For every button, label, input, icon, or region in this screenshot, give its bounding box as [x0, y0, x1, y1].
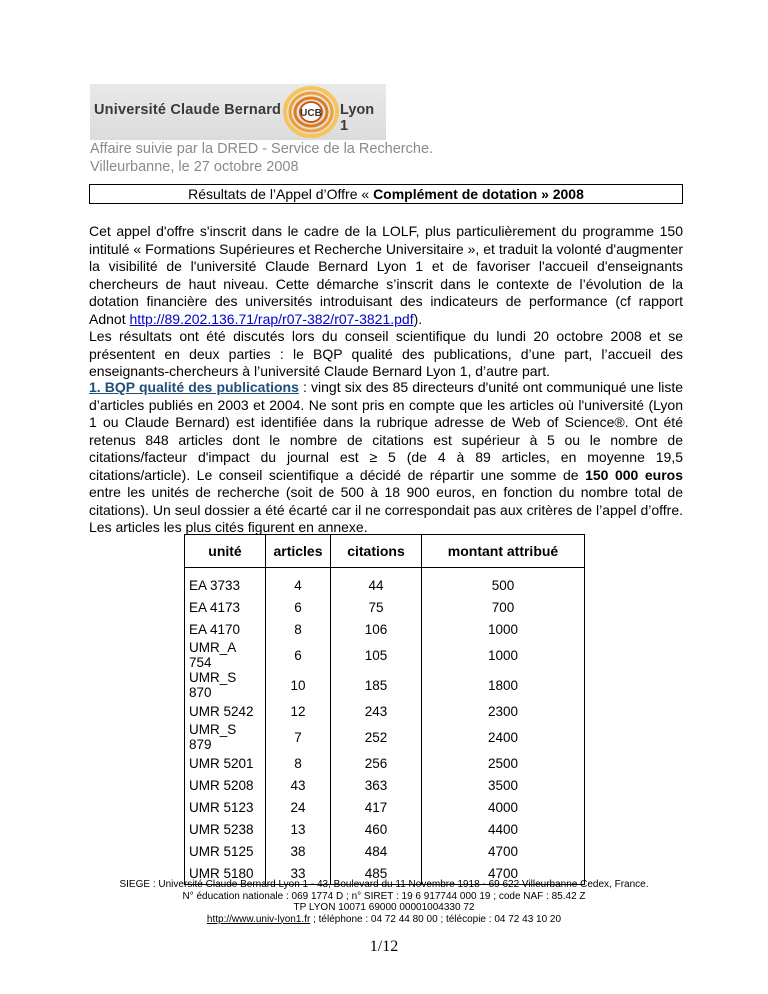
cell-montant: 1000: [422, 618, 585, 640]
cell-citations: 105: [331, 640, 422, 670]
university-website-link[interactable]: http://www.univ-lyon1.fr: [206, 913, 311, 925]
affaire-line: Affaire suivie par la DRED - Service de la Recherche.: [90, 141, 434, 157]
cell-citations: 252: [331, 722, 422, 752]
cell-unite: UMR 5242: [185, 700, 266, 722]
cell-articles: 8: [266, 752, 331, 774]
cell-articles: 13: [266, 818, 331, 840]
header-articles: articles: [266, 535, 331, 568]
table-row: [185, 840, 585, 862]
section1-text-b: entre les unités de recherche (soit de 500 à 18 900 euros, en fonction du nombre total de citations). Un seul dossier a été écarté car il ne correspondait pas aux critères de l’appel d’offre. Les articles les plus cités figurent en annexe.: [89, 484, 683, 535]
footer-line-contact: [0, 914, 768, 926]
cell-citations: 44: [331, 568, 422, 597]
cell-citations: 256: [331, 752, 422, 774]
cell-unite: EA 4170: [185, 618, 266, 640]
svg-text:UCB: UCB: [300, 108, 322, 119]
cell-unite: UMR 5208: [185, 774, 266, 796]
table-header-row: [185, 535, 585, 568]
footer-line-siege: SIEGE : Université Claude Bernard Lyon 1 - 43, Boulevard du 11 Novembre 1918 - 69 622 Villeurbanne Cedex, France.: [119, 879, 649, 890]
cell-montant: 4400: [422, 818, 585, 840]
table-row: [185, 796, 585, 818]
results-table: [184, 534, 585, 885]
cell-citations: 75: [331, 596, 422, 618]
letter-header: [90, 140, 433, 176]
cell-montant: 700: [422, 596, 585, 618]
cell-citations: 363: [331, 774, 422, 796]
cell-unite: UMR 5180: [185, 862, 266, 885]
cell-montant: 4000: [422, 796, 585, 818]
cell-citations: 460: [331, 818, 422, 840]
cell-articles: 7: [266, 722, 331, 752]
cell-unite: UMR_S 870: [185, 670, 266, 700]
table-row: [185, 670, 585, 700]
section1-amount: 150 000 euros: [585, 466, 683, 483]
page-footer: [0, 879, 768, 925]
document-title: [89, 184, 683, 204]
cell-articles: 24: [266, 796, 331, 818]
cell-montant: 1800: [422, 670, 585, 700]
table-row: [185, 752, 585, 774]
table-row: [185, 640, 585, 670]
cell-articles: 6: [266, 640, 331, 670]
cell-montant: 3500: [422, 774, 585, 796]
cell-unite: UMR 5123: [185, 796, 266, 818]
page-number: 1/12: [369, 938, 399, 955]
title-bold: Complément de dotation » 2008: [373, 186, 584, 202]
cell-unite: UMR_A 754: [185, 640, 266, 670]
cell-articles: 8: [266, 618, 331, 640]
footer-contact-text: ; téléphone : 04 72 44 80 00 ; télécopie : 04 72 43 10 20: [310, 913, 562, 925]
table-row: [185, 818, 585, 840]
table-row: [185, 722, 585, 752]
footer-line-bank: TP LYON 10071 69000 00001004330 72: [293, 902, 475, 913]
cell-citations: 185: [331, 670, 422, 700]
cell-unite: UMR 5238: [185, 818, 266, 840]
cell-montant: 2400: [422, 722, 585, 752]
cell-unite: EA 4173: [185, 596, 266, 618]
footer-line-ids: N° éducation nationale : 069 1774 D ; n° SIRET : 19 6 917744 000 19 ; code NAF : 85.42 Z: [182, 890, 586, 902]
cell-articles: 4: [266, 568, 331, 597]
place-date-line: Villeurbanne, le 27 octobre 2008: [90, 159, 299, 175]
cell-articles: 10: [266, 670, 331, 700]
university-emblem-icon: [282, 86, 340, 138]
section1-text-a: : vingt six des 85 directeurs d'unité ont communiqué une liste d’articles publiés en 2003 et 2004. Ne sont pris en compte que les articles où l'université (Lyon 1 ou Claude Bernard) est identifiée dans la rubrique adresse de Web of Science®. Ont été retenus 848 articles dont le nombre de citations est supérieur à 5 ou le nombre de citations/facteur d'impact du journal est ≥ 5 (de 4 à 89 articles, en moyenne 19,5 citations/article). Le conseil scientifique a décidé de répartir une somme de: [89, 379, 683, 483]
title-prefix: Résultats de l’Appel d’Offre «: [188, 186, 374, 202]
cell-montant: 4700: [422, 862, 585, 885]
cell-citations: 485: [331, 862, 422, 885]
header-unite: unité: [185, 535, 266, 568]
cell-montant: 500: [422, 568, 585, 597]
cell-montant: 2500: [422, 752, 585, 774]
cell-citations: 417: [331, 796, 422, 818]
logo-text-right: Lyon 1: [340, 102, 375, 134]
table-row: [185, 596, 585, 618]
header-citations: citations: [331, 535, 422, 568]
table-row: [185, 774, 585, 796]
university-logo: [90, 84, 386, 140]
intro-text: Cet appel d'offre s'inscrit dans le cadre de la LOLF, plus particulièrement du programme 150 intitulé « Formations Supérieures et Recherche Universitaire », et traduit la volonté d'augmenter la visibilité de l'université Claude Bernard Lyon 1 et de favoriser l'accueil d'enseignants chercheurs de haut niveau. Cette démarche s’inscrit dans le contexte de l’évolution de la dotation financière des universités introduisant des indicateurs de performance (cf rapport Adnot: [89, 223, 683, 327]
cell-articles: 38: [266, 840, 331, 862]
cell-articles: 33: [266, 862, 331, 885]
intro-paragraph: [89, 223, 683, 381]
cell-articles: 12: [266, 700, 331, 722]
cell-unite: UMR 5201: [185, 752, 266, 774]
cell-articles: 43: [266, 774, 331, 796]
intro-end: ).: [413, 310, 423, 327]
header-montant: montant attribué: [422, 535, 585, 568]
table-row: [185, 618, 585, 640]
adnot-report-link[interactable]: http://89.202.136.71/rap/r07-382/r07-3821.pdf: [129, 310, 414, 327]
results-text: Les résultats ont été discutés lors du conseil scientifique du lundi 20 octobre 2008 et se présentent en deux parties : le BQP qualité des publications, d’une part, l’accueil des enseignants-chercheurs à l’université Claude Bernard Lyon 1, d’autre part.: [89, 328, 683, 379]
logo-text-left: Université Claude Bernard: [94, 102, 282, 118]
cell-unite: UMR_S 879: [185, 722, 266, 752]
cell-citations: 106: [331, 618, 422, 640]
cell-unite: EA 3733: [185, 568, 266, 597]
section1-title: 1. BQP qualité des publications: [89, 379, 299, 395]
cell-unite: UMR 5125: [185, 840, 266, 862]
table-row: [185, 568, 585, 597]
cell-montant: 4700: [422, 840, 585, 862]
cell-citations: 243: [331, 700, 422, 722]
cell-montant: 2300: [422, 700, 585, 722]
cell-articles: 6: [266, 596, 331, 618]
section1-paragraph: [89, 379, 683, 537]
table-row: [185, 700, 585, 722]
cell-montant: 1000: [422, 640, 585, 670]
cell-citations: 484: [331, 840, 422, 862]
